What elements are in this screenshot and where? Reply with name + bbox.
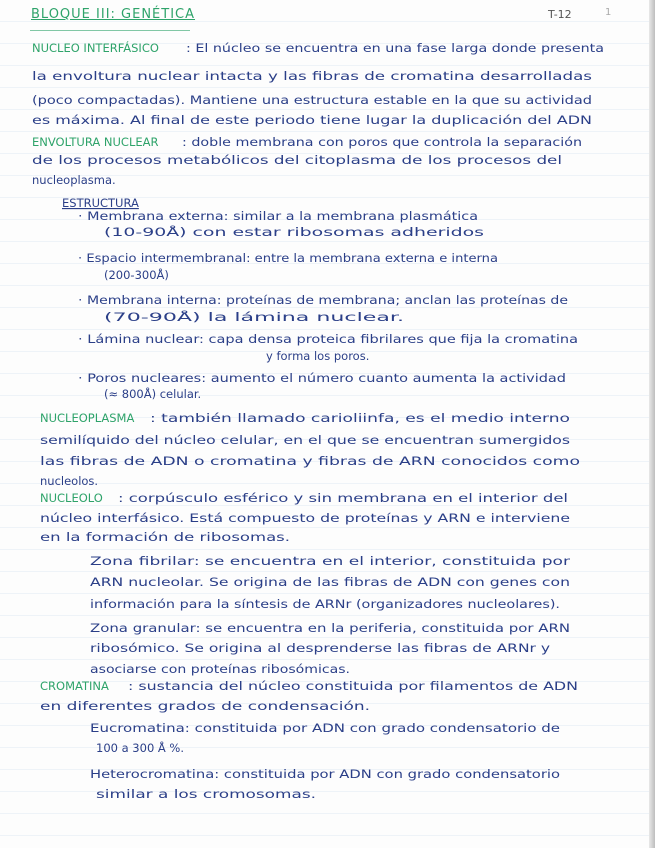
nucleolo-line-1: : corpúsculo esférico y sin membrana en el interior del [118,491,568,505]
zona-fibrilar-line-1: Zona fibrilar: se encuentra en el interior, constituida por [90,554,571,568]
item-membrana-interna-1: · Membrana interna: proteínas de membrana; anclan las proteínas de [78,293,568,307]
term-nucleolo: NUCLEOLO [40,491,103,505]
nucleolo-line-3: en la formación de ribosomas. [40,530,290,544]
eucromatina-line-1: Eucromatina: constituida por ADN con grado condensatorio de [90,721,560,735]
zona-granular-line-3: asociarse con proteínas ribosómicas. [90,662,350,676]
page-number: 1 [605,7,612,18]
item-membrana-interna-2: (70-90Å) la lámina nuclear. [104,310,260,324]
item-poros-1: · Poros nucleares: aumento el número cuanto aumenta la actividad [78,371,566,385]
nucleo-interfasico-line-4: es máxima. Al final de este periodo tiene lugar la duplicación del ADN [32,113,592,127]
term-nucleoplasma: NUCLEOPLASMA [40,411,135,425]
zona-granular-line-2: ribosómico. Se origina al desprenderse las fibras de ARNr y [90,641,551,655]
term-nucleo-interfasico: NUCLEO INTERFÁSICO [32,41,159,55]
envoltura-line-3: nucleoplasma. [32,173,116,187]
heterocromatina-line-2: similar a los cromosomas. [96,787,316,801]
item-espacio-1: · Espacio intermembranal: entre la membrana externa e interna [78,251,498,265]
page-title: BLOQUE III: GENÉTICA [31,7,196,22]
item-lamina-1: · Lámina nuclear: capa densa proteica fibrilares que fija la cromatina [78,332,578,346]
zona-granular-line-1: Zona granular: se encuentra en la periferia, constituida por ARN [90,621,570,635]
section-envoltura [32,135,582,401]
nucleolo-line-2: núcleo interfásico. Está compuesto de proteínas y ARN e interviene [40,511,570,525]
zona-fibrilar-line-3: información para la síntesis de ARNr (organizadores nucleolares). [90,597,560,611]
item-membrana-externa-2: (10-90Å) con estar ribosomas adheridos [104,225,336,239]
item-lamina-2: y forma los poros. [266,349,370,363]
nucleo-interfasico-line-3: (poco compactadas). Mantiene una estructura estable en la que su actividad [32,93,592,107]
zona-fibrilar-line-2: ARN nucleolar. Se origina de las fibras de ADN con genes con [90,575,570,589]
nucleo-interfasico-line-2: la envoltura nuclear intacta y las fibras de cromatina desarrolladas [32,69,592,83]
section-nucleo-interfasico [32,40,604,127]
cromatina-line-1: : sustancia del núcleo constituida por filamentos de ADN [128,679,578,693]
term-envoltura-nuclear: ENVOLTURA NUCLEAR [32,135,159,149]
section-nucleoplasma [40,411,580,488]
structure-title: ESTRUCTURA [62,196,139,210]
heterocromatina-line-1: Heterocromatina: constituida por ADN con grado condensatorio [90,767,560,781]
cromatina-line-2: en diferentes grados de condensación. [40,699,370,713]
nucleoplasma-line-4: nucleolos. [40,474,99,488]
section-nucleolo [40,491,570,676]
eucromatina-line-2: 100 a 300 Å %. [96,741,185,755]
nucleoplasma-line-2: semilíquido del núcleo celular, en el que se encuentran sumergidos [40,433,571,447]
item-espacio-2: (200-300Å) [104,268,169,282]
item-membrana-externa-1: · Membrana externa: similar a la membrana plasmática [78,209,478,223]
nucleoplasma-line-3: las fibras de ADN o cromatina y fibras de ARN conocidos como [40,454,580,468]
nucleoplasma-line-1: : también llamado carioliinfa, es el medio interno [150,411,570,425]
nucleo-interfasico-line-1: : El núcleo se encuentra en una fase larga donde presenta [186,41,604,55]
term-cromatina: CROMATINA [40,679,109,693]
envoltura-line-1: : doble membrana con poros que controla la separación [182,135,582,149]
section-cromatina [40,679,578,801]
item-poros-2: (≈ 800Å) celular. [104,387,202,401]
topic-code: T-12 [548,8,572,21]
envoltura-line-2: de los procesos metabólicos del citoplasma de los procesos del [32,153,562,167]
